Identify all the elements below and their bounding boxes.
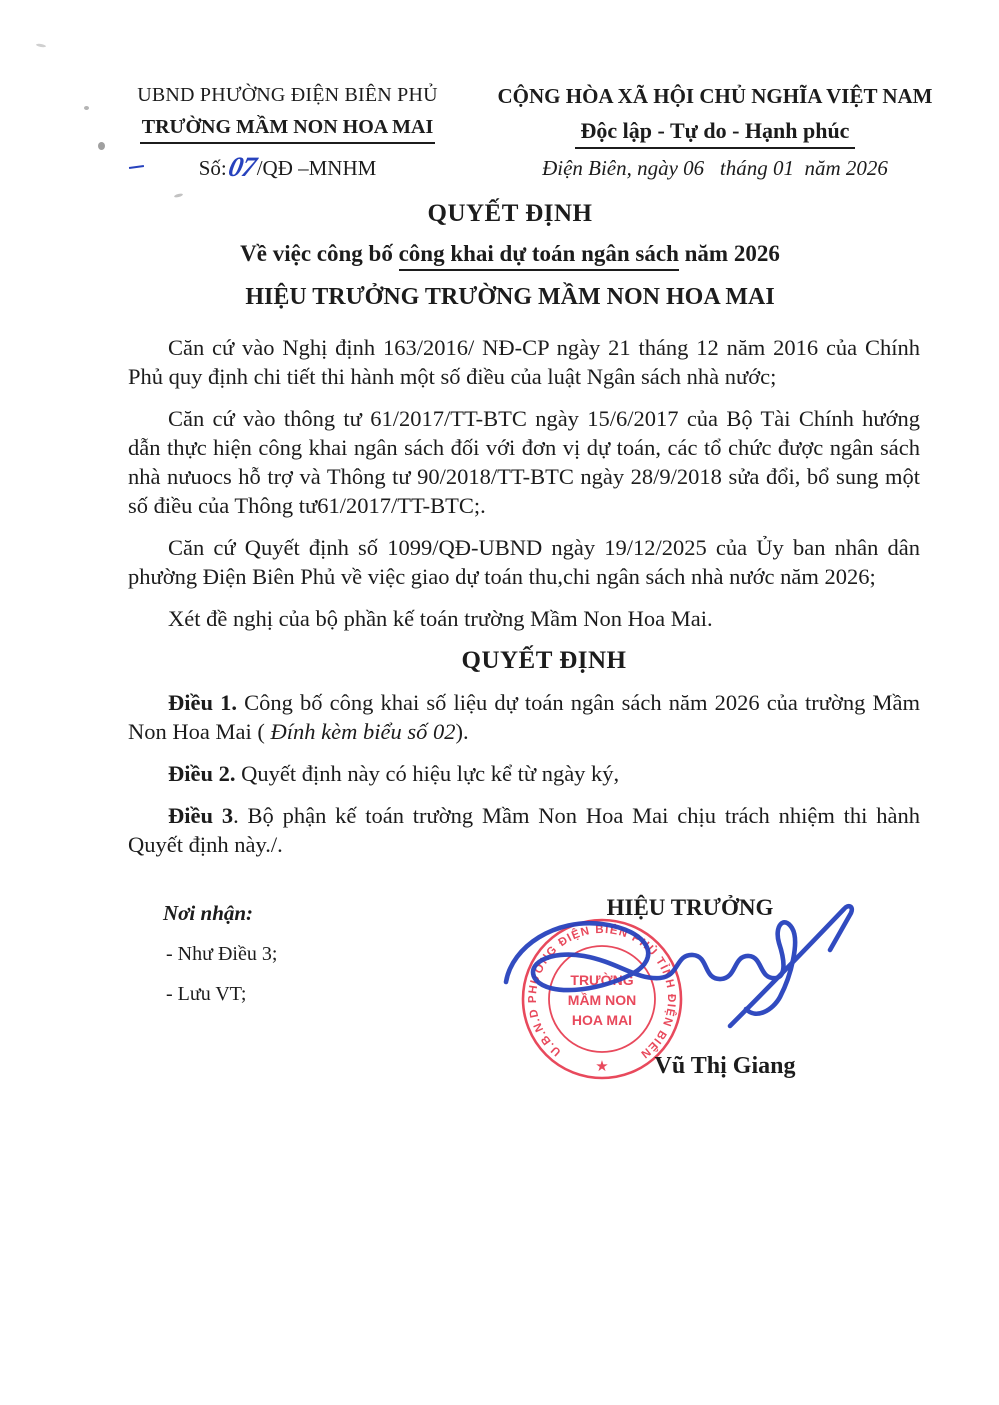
scan-speck bbox=[36, 43, 46, 48]
preamble-paragraph-3: Căn cứ Quyết định số 1099/QĐ-UBND ngày 19/12/2025 của Ủy ban nhân dân phường Điện Biên Phủ về việc giao dự toán thu,chi ngân sách nhà nước năm 2026; bbox=[128, 535, 920, 589]
org-parent-name: UBND PHƯỜNG ĐIỆN BIÊN PHỦ bbox=[137, 84, 438, 106]
stamp-center-line2: MẦM NON bbox=[567, 992, 637, 1008]
recipients-title: Nơi nhận: bbox=[163, 901, 254, 925]
header-issuing-org bbox=[105, 84, 470, 183]
org-name-underlined bbox=[105, 116, 470, 144]
preamble-paragraph-1: Căn cứ vào Nghị định 163/2016/ NĐ-CP ngày 21 tháng 12 năm 2016 của Chính Phủ quy định chi tiết thi hành một số điều của luật Ngân sách nhà nước; bbox=[128, 335, 920, 389]
subtitle-post: năm 2026 bbox=[678, 241, 780, 266]
article-1 bbox=[128, 688, 920, 746]
org-name: TRƯỜNG MẦM NON HOA MAI bbox=[140, 116, 435, 144]
recipient-line-2: - Lưu VT; bbox=[166, 983, 247, 1005]
recipient-line-1: - Như Điều 3; bbox=[166, 943, 278, 965]
signer-title: HIỆU TRƯỞNG bbox=[606, 895, 774, 920]
number-suffix: /QĐ –MNHM bbox=[256, 156, 377, 180]
scan-speck bbox=[84, 106, 89, 110]
document-number-line bbox=[105, 151, 470, 183]
subtitle-underlined: công khai dự toán ngân sách bbox=[399, 241, 679, 271]
article-2-label: Điều 2. bbox=[168, 761, 236, 786]
handwritten-seven-crossbar bbox=[129, 165, 144, 169]
stamp-center-line1: TRƯỜNG bbox=[570, 972, 634, 988]
scan-speck bbox=[98, 142, 105, 150]
stamp-center-line3: HOA MAI bbox=[571, 1012, 633, 1028]
header-national bbox=[475, 84, 955, 181]
national-title: CỘNG HÒA XÃ HỘI CHỦ NGHĨA VIỆT NAM bbox=[497, 84, 933, 108]
article-1-text: Công bố công khai số liệu dự toán ngân sách năm 2026 của trường Mầm Non Hoa Mai ( bbox=[128, 690, 920, 744]
stamp-arc-text: U.B.N.D PHƯỜNG ĐIỆN BIÊN PHỦ TỈNH ĐIỆN BIÊN bbox=[526, 923, 678, 1061]
title-block bbox=[80, 200, 940, 311]
article-2-text: Quyết định này có hiệu lực kể từ ngày ký, bbox=[235, 761, 620, 786]
stamp-star-icon: ★ bbox=[595, 1059, 609, 1075]
preamble-paragraph-2: Căn cứ vào thông tư 61/2017/TT-BTC ngày 15/6/2017 của Bộ Tài Chính hướng dẫn thực hiện công khai ngân sách đối với đơn vị dự toán, các tổ chức được ngân sách nhà nưuocs hỗ trợ và Thông tư 90/2018/TT-BTC ngày 28/9/2018 sửa đổi, bổ sung một số điều của Thông tư61/2017/TT-BTC;. bbox=[128, 406, 920, 518]
signer-name: Vũ Thị Giang bbox=[654, 1053, 796, 1079]
subtitle-pre: Về việc công bố bbox=[240, 241, 399, 266]
preamble-paragraph-4: Xét đề nghị của bộ phần kế toán trường Mầm Non Hoa Mai. bbox=[168, 606, 713, 631]
decision-heading: QUYẾT ĐỊNH bbox=[461, 647, 627, 674]
article-3 bbox=[128, 801, 920, 859]
number-prefix: Số: bbox=[198, 156, 227, 180]
scan-speck bbox=[174, 193, 183, 198]
national-motto: Độc lập - Tự do - Hạnh phúc bbox=[575, 118, 856, 149]
article-3-text: . Bộ phận kế toán trường Mầm Non Hoa Mai chịu trách nhiệm thi hành Quyết định này./. bbox=[128, 803, 920, 857]
article-1-italic-note: Đính kèm biểu số 02 bbox=[270, 719, 456, 744]
article-1-label: Điều 1. bbox=[168, 690, 237, 715]
issuing-authority: HIỆU TRƯỞNG TRƯỜNG MẦM NON HOA MAI bbox=[245, 284, 775, 310]
place-date-line: Điện Biên, ngày 06 tháng 01 năm 2026 bbox=[542, 156, 888, 180]
document-body bbox=[128, 333, 920, 872]
article-3-label: Điều 3 bbox=[168, 803, 234, 828]
handwritten-signature bbox=[492, 898, 867, 1053]
article-1-end: ). bbox=[455, 719, 469, 744]
national-motto-underlined bbox=[475, 118, 955, 149]
document-subtitle bbox=[80, 241, 940, 267]
article-2 bbox=[128, 759, 920, 788]
handwritten-number: 07 bbox=[225, 152, 258, 183]
document-title: QUYẾT ĐỊNH bbox=[427, 200, 593, 227]
